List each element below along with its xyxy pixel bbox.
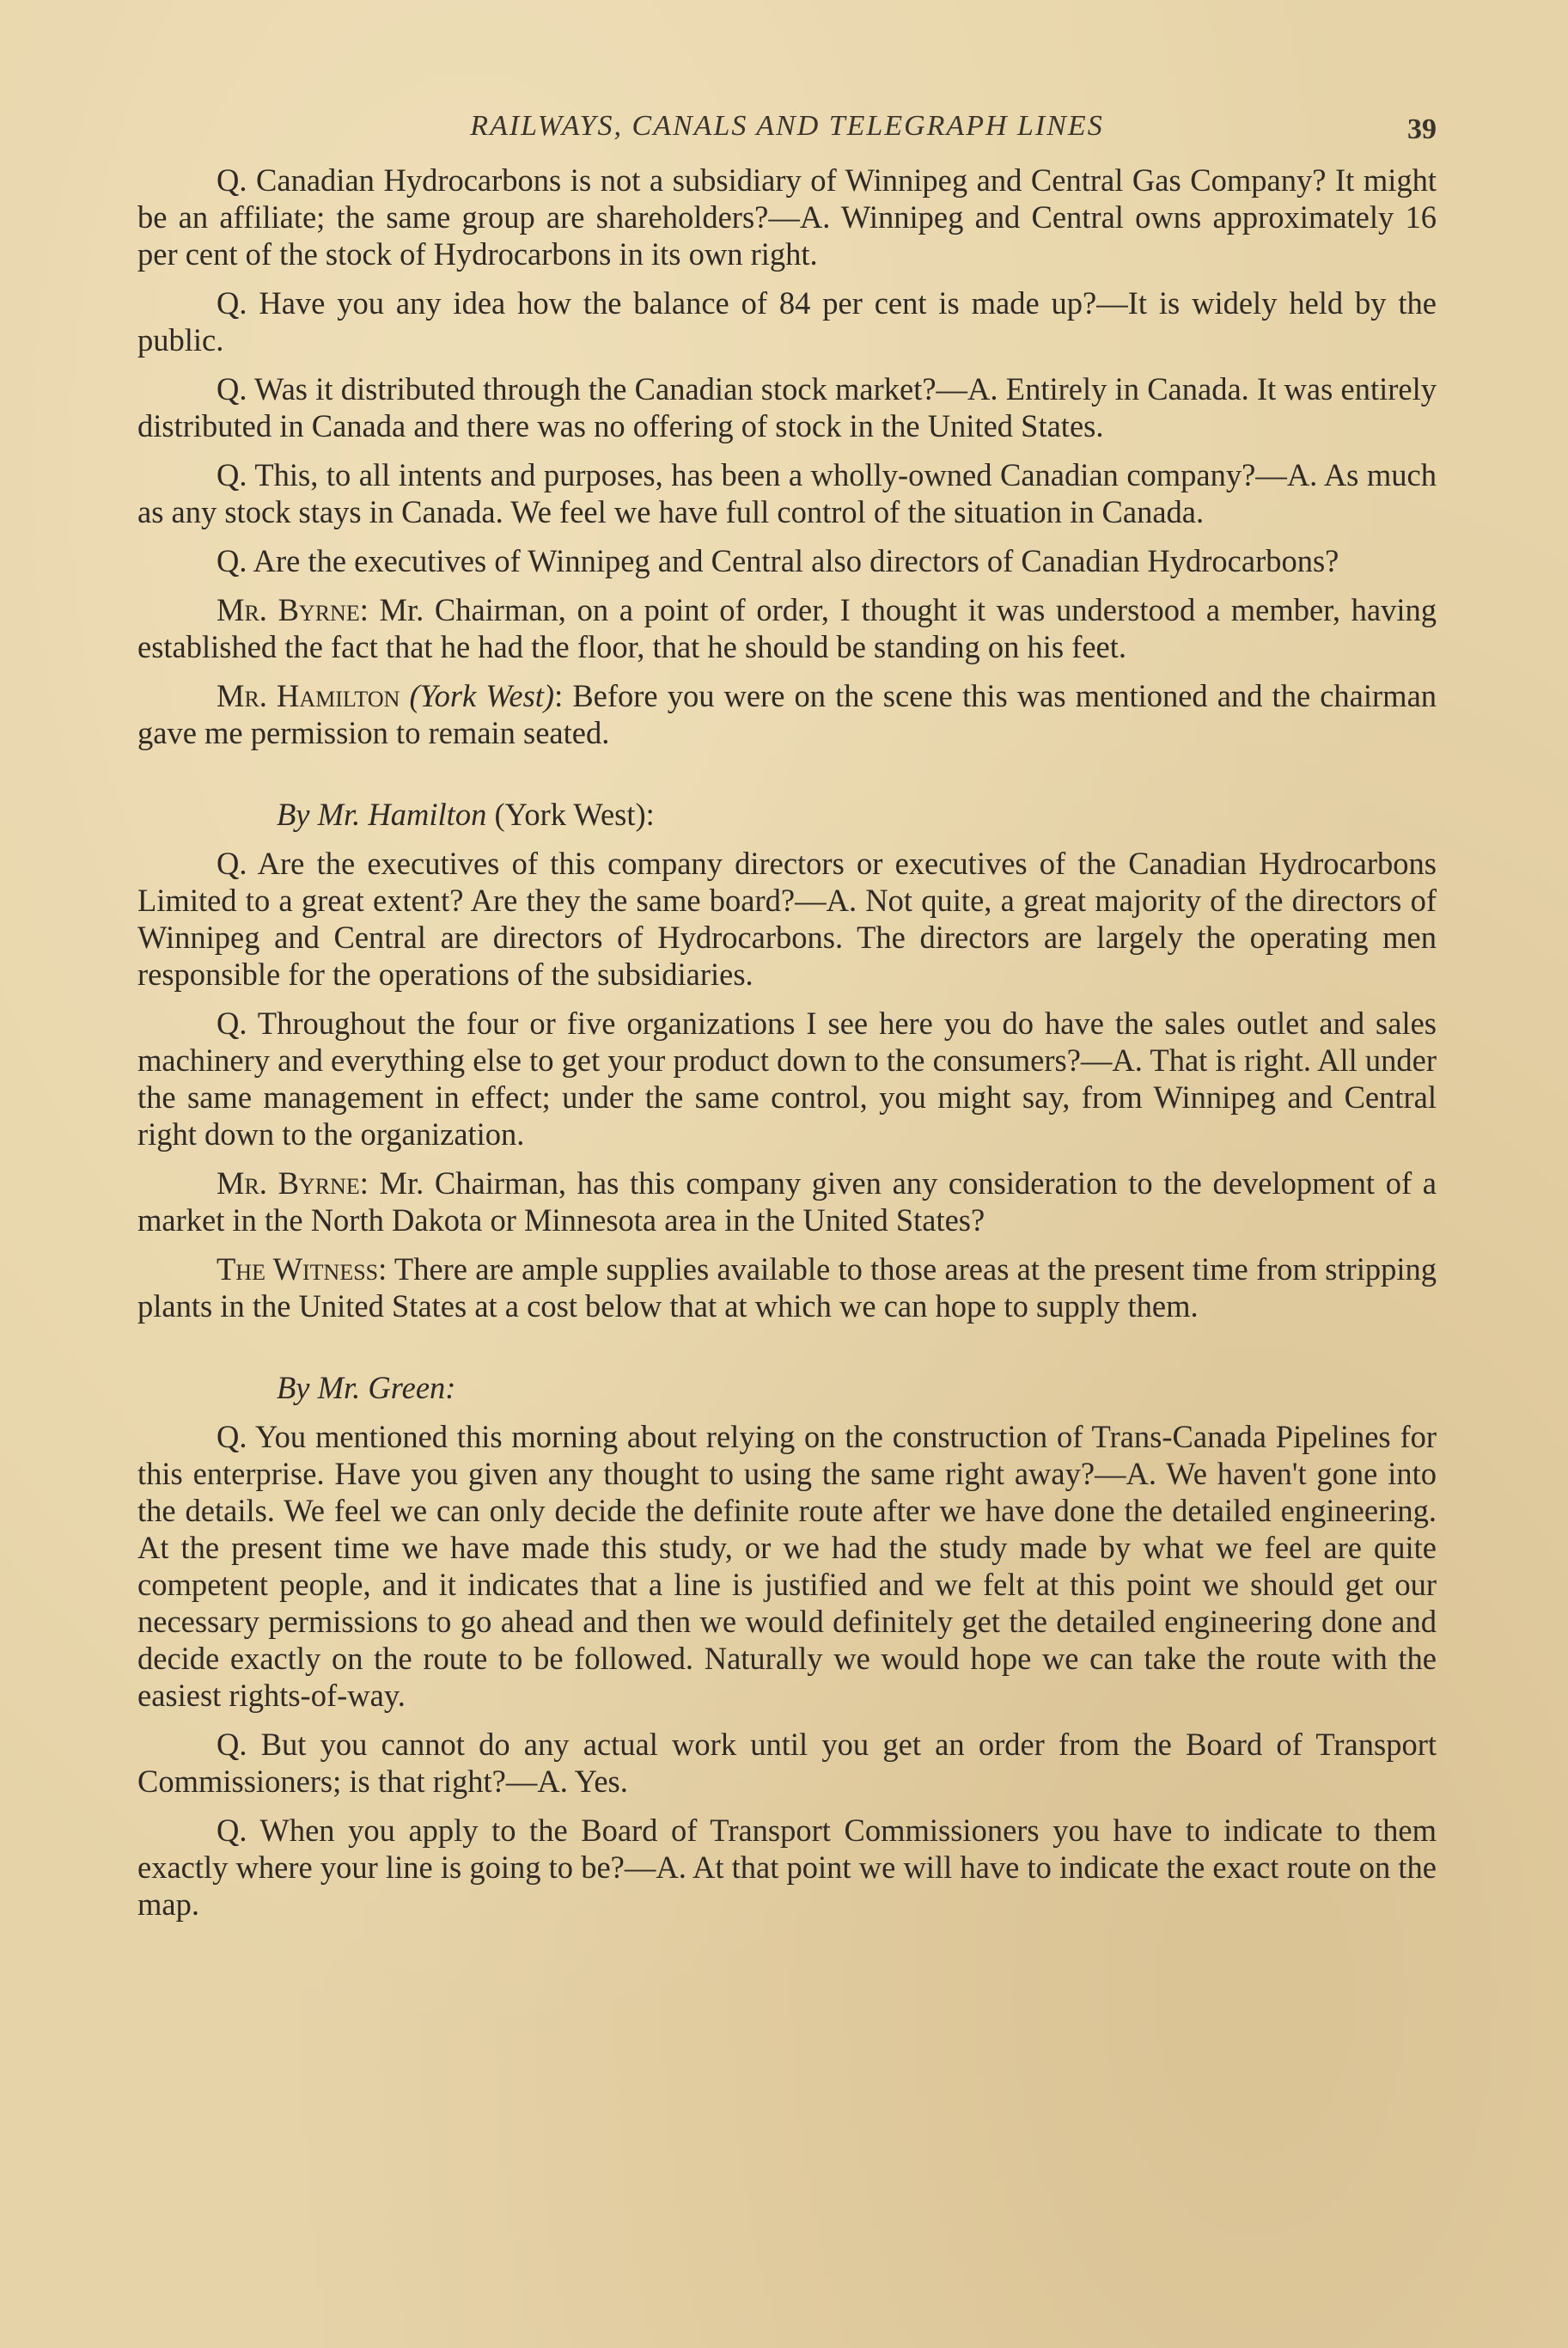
paragraph: Q. Canadian Hydrocarbons is not a subsidiary of Winnipeg and Central Gas Company? It might be an affiliate; the same group are shareholders?—A. Winnipeg and Central owns approximately 16 per cent of the stock of Hydrocarbons in its own right. [137, 162, 1437, 272]
paragraph: Q. This, to all intents and purposes, has been a wholly-owned Canadian company?—A. As much as any stock stays in Canada. We feel we have full control of the situation in Canada. [137, 457, 1437, 529]
paragraph: Q. Throughout the four or five organizations I see here you do have the sales outlet and sales machinery and everything else to get your product down to the consumers?—A. That is right. All under the same management in effect; under the same control, you might say, from Winnipeg and Central right down to the organization. [137, 1006, 1437, 1152]
paragraph: Q. Are the executives of this company directors or executives of the Canadian Hydrocarbons Limited to a great extent? Are they the same board?—A. Not quite, a great majority of the directors of Winnipeg and Central are directors of Hydrocarbons. The directors are largely the operating men responsible for the operations of the subsidiaries. [137, 846, 1437, 992]
running-header [137, 101, 1437, 162]
paragraph: Q. But you cannot do any actual work until you get an order from the Board of Transport Commissioners; is that right?—A. Yes. [137, 1727, 1437, 1799]
examiner-name: By Mr. Green: [277, 1370, 456, 1405]
speaker-paragraph [137, 1165, 1437, 1238]
document-page [137, 101, 1437, 1935]
speaker-paragraph [137, 677, 1437, 751]
speaker-name: Mr. Hamilton [217, 678, 400, 713]
running-title: RAILWAYS, CANALS AND TELEGRAPH LINES [470, 110, 1104, 142]
examiner-heading [137, 1369, 1437, 1406]
speaker-paragraph [137, 591, 1437, 665]
speaker-name: The Witness [217, 1251, 379, 1287]
paragraph: Q. Was it distributed through the Canadian stock market?—A. Entirely in Canada. It was entirely distributed in Canada and there was no offering of stock in the United States. [137, 371, 1437, 443]
examiner-name: By Mr. Hamilton [277, 797, 487, 832]
paragraph: Q. Are the executives of Winnipeg and Central also directors of Canadian Hydrocarbons? [217, 543, 1339, 578]
speaker-text: : There are ample supplies available to those areas at the present time from stripping plants in the United States at a cost below that at which we can hope to supply them. [137, 1251, 1437, 1324]
speaker-name: Mr. Byrne [217, 1165, 360, 1201]
paragraph: Q. When you apply to the Board of Transport Commissioners you have to indicate to them exactly where your line is going to be?—A. At that point we will have to indicate the exact route on the map. [137, 1813, 1437, 1922]
examiner-heading [137, 796, 1437, 833]
speaker-text: : Mr. Chairman, has this company given any consideration to the development of a market in the North Dakota or Minnesota area in the United States? [137, 1165, 1437, 1238]
speaker-paragraph [137, 1250, 1437, 1324]
page-number: 39 [1407, 113, 1437, 145]
paragraph: Q. You mentioned this morning about relying on the construction of Trans-Canada Pipelines for this enterprise. Have you given any thought to using the same right away?—A. We haven't gone into the details. We feel we can only decide the definite route after we have done the detailed engineering. At the present time we have made this study, or we had the study made by what we feel are quite competent people, and it indicates that a line is justified and we felt at this point we should get our necessary permissions to go ahead and then we would definitely get the detailed engineering done and decide exactly on the route to be followed. Naturally we would hope we can take the route with the easiest rights-of-way. [137, 1419, 1437, 1713]
speaker-riding: (York West) [409, 678, 555, 713]
speaker-text: : Before you were on the scene this was mentioned and the chairman gave me permission to remain seated. [137, 678, 1437, 750]
speaker-text: : Mr. Chairman, on a point of order, I thought it was understood a member, having established the fact that he had the floor, that he should be standing on his feet. [137, 592, 1437, 664]
examiner-riding: (York West): [494, 797, 655, 832]
body-text [137, 162, 1437, 1923]
paragraph: Q. Have you any idea how the balance of 84 per cent is made up?—It is widely held by the public. [137, 285, 1437, 358]
speaker-name: Mr. Byrne [217, 592, 360, 627]
